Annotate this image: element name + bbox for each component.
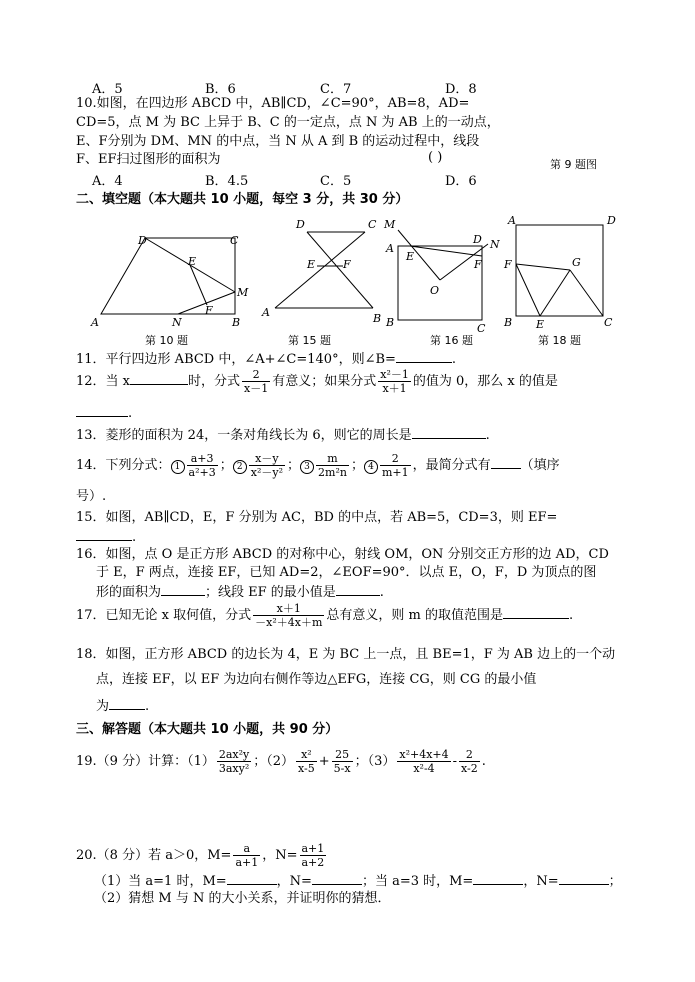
fig10-caption: 第 10 题 bbox=[145, 334, 188, 347]
q12-frac-1: $\frac{2}{x-1}$ bbox=[244, 368, 269, 395]
q19-frac-3: $\frac{25}{5-x}$ bbox=[333, 748, 351, 775]
q11-end: . bbox=[451, 352, 457, 367]
section-3-heading: 三、解答题（本大题共 10 小题，共 90 分） bbox=[76, 722, 339, 737]
q18-line2: 点，连接 EF，以 EF 为边向右侧作等边△EFG，连接 CG，则 CG 的最小值 bbox=[96, 672, 537, 687]
q15-blank[interactable] bbox=[76, 528, 132, 541]
svg-text:D: D bbox=[296, 218, 305, 231]
fig18-caption: 第 18 题 bbox=[538, 334, 581, 347]
q12 bbox=[76, 368, 558, 395]
q14-circle-3: 3 bbox=[300, 460, 314, 474]
q14: 14．下列分式： 1 $\frac{a+3}{\text{a²+3}}$ ； 2 $\frac{x-y}{\text{x²－y²}}$ ； 3 $\frac{m}{\text{2m²n}}$ ； 4 $\frac{2}{m+1}$ ，最简分式有 （填序 bbox=[76, 452, 560, 479]
svg-text:F: F bbox=[205, 304, 213, 317]
svg-text:B: B bbox=[373, 312, 382, 325]
q16-blank-2[interactable] bbox=[336, 583, 380, 596]
fig9-caption: 第 9 题图 bbox=[550, 158, 597, 171]
svg-text:N: N bbox=[172, 316, 182, 329]
svg-text:E: E bbox=[406, 250, 415, 263]
q14-part-c: （填序 bbox=[520, 458, 560, 473]
option-b-prev: B．6 bbox=[205, 82, 236, 97]
svg-text:B: B bbox=[386, 316, 395, 329]
svg-text:C: C bbox=[604, 316, 613, 329]
q19-frac-1: $\frac{\text{2ax²y}}{\text{3axy²}}$ bbox=[218, 748, 250, 775]
q12-blank-1[interactable] bbox=[130, 372, 188, 385]
q13-blank[interactable] bbox=[412, 426, 486, 439]
q20-blank-4[interactable] bbox=[559, 872, 609, 885]
q12-line2 bbox=[76, 404, 132, 422]
q16-blank-1[interactable] bbox=[161, 583, 205, 596]
q20-frac-1: $\frac{a}{a+1}$ bbox=[235, 842, 259, 869]
svg-text:M: M bbox=[384, 218, 396, 231]
q16-end: . bbox=[379, 585, 384, 600]
q14-circle-4: 4 bbox=[364, 460, 378, 474]
q17-blank[interactable] bbox=[503, 606, 569, 619]
svg-text:C: C bbox=[368, 218, 377, 231]
section-2-heading: 二、填空题（本大题共 10 小题，每空 3 分，共 30 分） bbox=[76, 192, 409, 207]
q14-frac-3: $\frac{m}{\text{2m²n}}$ bbox=[318, 452, 347, 479]
q20-part-a: 20.（8 分）若 a＞0，M= bbox=[76, 848, 232, 863]
q20-s1-e: ； bbox=[608, 874, 622, 889]
q20-blank-1[interactable] bbox=[227, 872, 277, 885]
q16-line1: 16．如图，点 O 是正方形 ABCD 的对称中心，射线 OM，ON 分别交正方形的边 AD，CD bbox=[76, 547, 609, 562]
q19-end: . bbox=[481, 754, 486, 769]
q15-end: . bbox=[132, 530, 137, 545]
q19-plus: + bbox=[318, 754, 330, 769]
q11-blank[interactable] bbox=[396, 350, 452, 363]
q16-line2: 于 E，F 两点，连接 EF，已知 AD=2，∠EOF=90°．以点 E，O，F，D 为顶点的图 bbox=[96, 565, 597, 580]
svg-text:N: N bbox=[490, 238, 500, 251]
fig15-caption: 第 15 题 bbox=[288, 334, 331, 347]
q20-s1-b: ，N= bbox=[276, 874, 312, 889]
q19 bbox=[76, 748, 486, 775]
figure-10 bbox=[101, 238, 235, 314]
q12-part-d: 的值为 0，那么 x 的值是 bbox=[412, 374, 558, 389]
q14-frac-2: $\frac{x-y}{\text{x²－y²}}$ bbox=[250, 452, 283, 479]
q15: 15．如图，AB∥CD，E，F 分别为 AC，BD 的中点，若 AB=5，CD=3，则 EF= bbox=[76, 510, 558, 525]
q14-frac-4: $\frac{2}{m+1}$ bbox=[381, 452, 409, 479]
svg-text:A: A bbox=[91, 316, 99, 329]
svg-text:A: A bbox=[508, 214, 516, 227]
svg-text:B: B bbox=[504, 316, 513, 329]
q12-blank-2[interactable] bbox=[76, 404, 128, 417]
svg-text:O: O bbox=[430, 284, 440, 297]
q10-option-b: B．4.5 bbox=[205, 174, 249, 189]
q12-part-b: 时，分式 bbox=[188, 374, 241, 389]
q16-part-a: 形的面积为 bbox=[96, 585, 162, 600]
q14-frac-1: $\frac{a+3}{\text{a²+3}}$ bbox=[188, 452, 216, 479]
q20-s1-c: ；当 a=3 时，M= bbox=[361, 874, 474, 889]
q11-text: 11．平行四边形 ABCD 中，∠A+∠C=140°，则∠B= bbox=[76, 352, 396, 367]
svg-text:F: F bbox=[343, 258, 351, 271]
svg-text:G: G bbox=[572, 256, 581, 269]
svg-text:D: D bbox=[138, 234, 147, 247]
q20-blank-3[interactable] bbox=[473, 872, 523, 885]
q14-blank[interactable] bbox=[491, 456, 521, 469]
q14-line2: 号）. bbox=[76, 489, 107, 504]
q18-part-a: 为 bbox=[96, 699, 110, 714]
q13-text: 13．菱形的面积为 24，一条对角线长为 6，则它的周长是 bbox=[76, 428, 412, 443]
q14-part-b: ，最简分式有 bbox=[412, 458, 491, 473]
q20-s1-d: ，N= bbox=[523, 874, 559, 889]
q10-line4: F、EF扫过图形的面积为 bbox=[76, 152, 221, 167]
svg-text:C: C bbox=[230, 234, 239, 247]
q19-frac-5: $\frac{2}{x-2}$ bbox=[461, 748, 478, 775]
q13 bbox=[76, 426, 490, 444]
q19-part-a: 19.（9 分）计算：（1） bbox=[76, 754, 215, 769]
q14-part-a: 14．下列分式： bbox=[76, 458, 171, 473]
svg-text:E: E bbox=[536, 318, 545, 331]
svg-text:M: M bbox=[237, 286, 249, 299]
q20-mid: ，N= bbox=[262, 848, 298, 863]
q20-s1-a: （1）当 a=1 时，M= bbox=[94, 874, 227, 889]
q10-line2: CD=5，点 M 为 BC 上异于 B、C 的一定点，点 N 为 AB 上的一动点， bbox=[76, 115, 500, 130]
q15-line2 bbox=[76, 528, 136, 546]
q10-option-c: C．5 bbox=[320, 174, 352, 189]
q19-frac-4: $\frac{\text{x²+4x+4}}{\text{x²-4}}$ bbox=[399, 748, 449, 775]
q17-part-a: 17．已知无论 x 取何值，分式 bbox=[76, 608, 252, 623]
svg-text:B: B bbox=[232, 316, 241, 329]
q20 bbox=[76, 842, 328, 869]
option-a-prev: A．5 bbox=[92, 82, 123, 97]
q17-end: . bbox=[568, 608, 574, 623]
q14-circle-1: 1 bbox=[171, 460, 185, 474]
figure-18 bbox=[516, 225, 603, 316]
q17-frac: $\frac{x+1}{\text{－x²＋4x＋m}}$ bbox=[255, 602, 323, 629]
q18-line3 bbox=[96, 697, 149, 715]
q10-answer-paren: ( ) bbox=[428, 150, 443, 165]
q10-line1: 10.如图，在四边形 ABCD 中，AB∥CD，∠C=90°，AB=8，AD= bbox=[76, 96, 470, 111]
figure-15 bbox=[275, 232, 373, 308]
figures-row bbox=[0, 210, 695, 350]
q16-line3 bbox=[96, 583, 384, 601]
option-c-prev: C．7 bbox=[320, 82, 352, 97]
q20-blank-2[interactable] bbox=[312, 872, 362, 885]
svg-text:E: E bbox=[188, 255, 197, 268]
q18-end: . bbox=[145, 699, 150, 714]
svg-text:F: F bbox=[504, 258, 512, 271]
q16-part-b: ；线段 EF 的最小值是 bbox=[205, 585, 336, 600]
q19-frac-2: $\frac{\text{x²}}{x-5}$ bbox=[298, 748, 315, 775]
q19-minus: - bbox=[452, 754, 458, 769]
fig16-caption: 第 16 题 bbox=[430, 334, 473, 347]
q10-option-a: A．4 bbox=[92, 174, 123, 189]
q19-sep-1: ；（2） bbox=[253, 754, 295, 769]
svg-text:F: F bbox=[474, 258, 482, 271]
svg-text:E: E bbox=[307, 258, 316, 271]
q12-part-c: 有意义；如果分式 bbox=[272, 374, 377, 389]
q17-part-b: 总有意义，则 m 的取值范围是 bbox=[326, 608, 503, 623]
figure-10-labels bbox=[90, 234, 249, 329]
q20-sub1 bbox=[94, 872, 622, 890]
q19-sep-2: ；（3） bbox=[354, 754, 396, 769]
q18-line1: 18．如图，正方形 ABCD 的边长为 4，E 为 BC 上一点，且 BE=1，F 为 AB 边上的一个动 bbox=[76, 647, 616, 662]
q14-circle-2: 2 bbox=[233, 460, 247, 474]
q12-frac-2: $\frac{\text{x²－1}}{x+1}$ bbox=[380, 368, 409, 395]
q10-line3: E、F分别为 DM、MN 的中点，当 N 从 A 到 B 的运动过程中，线段 bbox=[76, 134, 480, 149]
svg-text:A: A bbox=[386, 242, 394, 255]
svg-text:C: C bbox=[477, 322, 486, 335]
q13-end: . bbox=[485, 428, 490, 443]
svg-text:A: A bbox=[262, 306, 270, 319]
q12-end: . bbox=[128, 406, 133, 421]
q12-part-a: 12．当 x bbox=[76, 374, 131, 389]
q18-blank[interactable] bbox=[109, 697, 145, 710]
q20-frac-2: $\frac{a+1}{a+2}$ bbox=[301, 842, 325, 869]
q20-sub2: （2）猜想 M 与 N 的大小关系，并证明你的猜想． bbox=[94, 891, 391, 906]
option-d-prev: D．8 bbox=[445, 82, 477, 97]
q10-option-d: D．6 bbox=[445, 174, 477, 189]
svg-text:D: D bbox=[607, 214, 616, 227]
q11 bbox=[76, 350, 456, 368]
svg-text:D: D bbox=[473, 233, 482, 246]
q17 bbox=[76, 602, 573, 629]
